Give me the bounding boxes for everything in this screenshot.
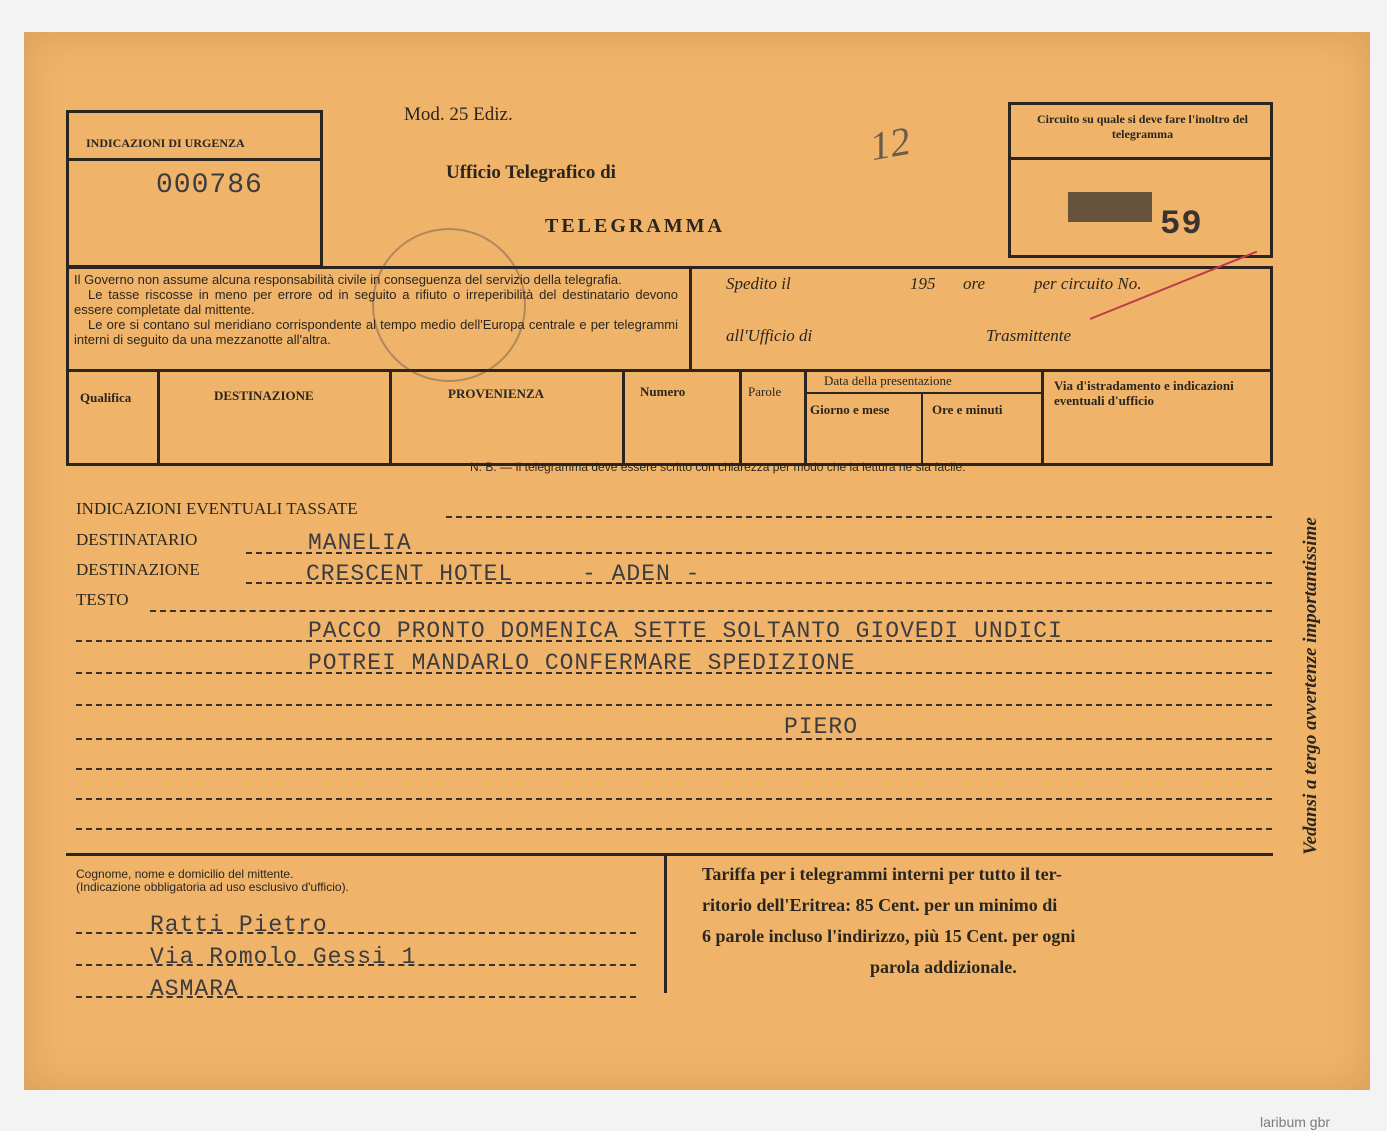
circuit-divider [1008,157,1273,160]
destinazione-label: DESTINAZIONE [76,560,200,579]
sender-label [76,868,349,894]
destinatario-value: MANELIA [308,530,412,556]
tariff-line: 6 parole incluso l'indirizzo, più 15 Cent. per ogni [702,926,1076,946]
testo-line [150,610,1272,612]
col-data: Data della presentazione [824,373,952,388]
col-sep [622,369,625,466]
urgency-divider [66,158,323,161]
grid-divider-h [66,369,1273,372]
notice-line: Le tasse riscosse in meno per errore od in seguito a rifiuto o irreperibilità del destinatario devono essere completate dal mittente. [74,287,678,317]
sent-date-label: Spedito il [726,274,791,293]
sent-time-label: ore [963,274,986,293]
tassate-label: INDICAZIONI EVENTUALI TASSATE [76,499,358,518]
col-parole: Parole [748,384,782,399]
col-destinazione: DESTINAZIONE [214,388,314,403]
message-line [76,828,1272,830]
message-signature: PIERO [784,714,859,740]
sent-year: 195 [910,274,936,293]
sender-label-line2: (Indicazione obbligatoria ad uso esclusivo d'ufficio). [76,880,349,894]
testo-label: TESTO [76,590,129,609]
grid-divider-v [689,266,692,371]
col-sep-h [804,392,1043,394]
tariff-line: parola addizionale. [870,957,1017,977]
col-giorno: Giorno e mese [810,402,890,417]
col-sep [921,392,923,466]
bottom-divider-h [66,853,1273,856]
form-title: TELEGRAMMA [545,215,725,237]
col-via: Via d'istradamento e indicazioni eventuali d'ufficio [1054,378,1234,408]
sender-city: ASMARA [150,976,239,1002]
col-sep [157,369,160,466]
model-edition: Mod. 25 Ediz. [404,104,513,125]
message-line [76,738,1272,740]
col-sep [389,369,392,466]
watermark-text: laribum gbr [1260,1114,1331,1130]
destinazione-value: CRESCENT HOTEL [306,561,514,587]
message-line-1: PACCO PRONTO DOMENICA SETTE SOLTANTO GIOVEDI UNDICI [308,618,1063,644]
side-note: Vedansi a tergo avvertenze importantissime [1300,517,1321,855]
circuit-no-label: per circuito No. [1034,274,1142,293]
sender-name: Ratti Pietro [150,912,328,938]
destinazione-city: - ADEN - [582,561,701,587]
sender-street: Via Romolo Gessi 1 [150,944,417,970]
col-sep [739,369,742,466]
message-line [76,768,1272,770]
tariff-line: Tariffa per i telegrammi interni per tutto il ter- [702,864,1062,884]
tariff-line: ritorio dell'Eritrea: 85 Cent. per un minimo di [702,895,1058,915]
message-line [76,798,1272,800]
bottom-divider-v [664,853,667,993]
sender-label-line1: Cognome, nome e domicilio del mittente. [76,867,294,881]
transmitting-label: Trasmittente [986,326,1072,345]
handwritten-mark: 12 [866,117,914,170]
tariff-text [702,859,1262,983]
notice-line: Il Governo non assume alcuna responsabilità civile in conseguenza del servizio della telegrafia. [74,272,622,287]
urgency-number: 000786 [156,170,263,201]
urgency-label: INDICAZIONI DI URGENZA [86,136,245,150]
circuit-stamp [1068,192,1152,222]
circuit-label: Circuito su quale si deve fare l'inoltro del telegramma [1036,112,1248,141]
col-qualifica: Qualifica [80,390,132,405]
nb-note: N. B. — Il telegramma deve essere scritto con chiarezza per modo che la lettura ne sia facile. [470,460,966,474]
tassate-line [446,516,1272,518]
office-label: Ufficio Telegrafico di [446,162,616,183]
office-of-label: all'Ufficio di [726,326,813,345]
col-sep [1041,369,1044,466]
circuit-number: 59 [1160,206,1203,244]
message-line [76,704,1272,706]
message-line-2: POTREI MANDARLO CONFERMARE SPEDIZIONE [308,650,856,676]
col-sep [804,369,807,466]
destinatario-label: DESTINATARIO [76,530,198,549]
notice-line: Le ore si contano sul meridiano corrispondente al tempo medio dell'Europa centrale e per telegrammi interni di seguito da una mezzanotte all'altra. [74,317,678,347]
col-numero: Numero [640,384,686,399]
col-provenienza: PROVENIENZA [448,386,545,401]
col-ore: Ore e minuti [932,402,1003,417]
postmark-stamp [372,228,526,382]
